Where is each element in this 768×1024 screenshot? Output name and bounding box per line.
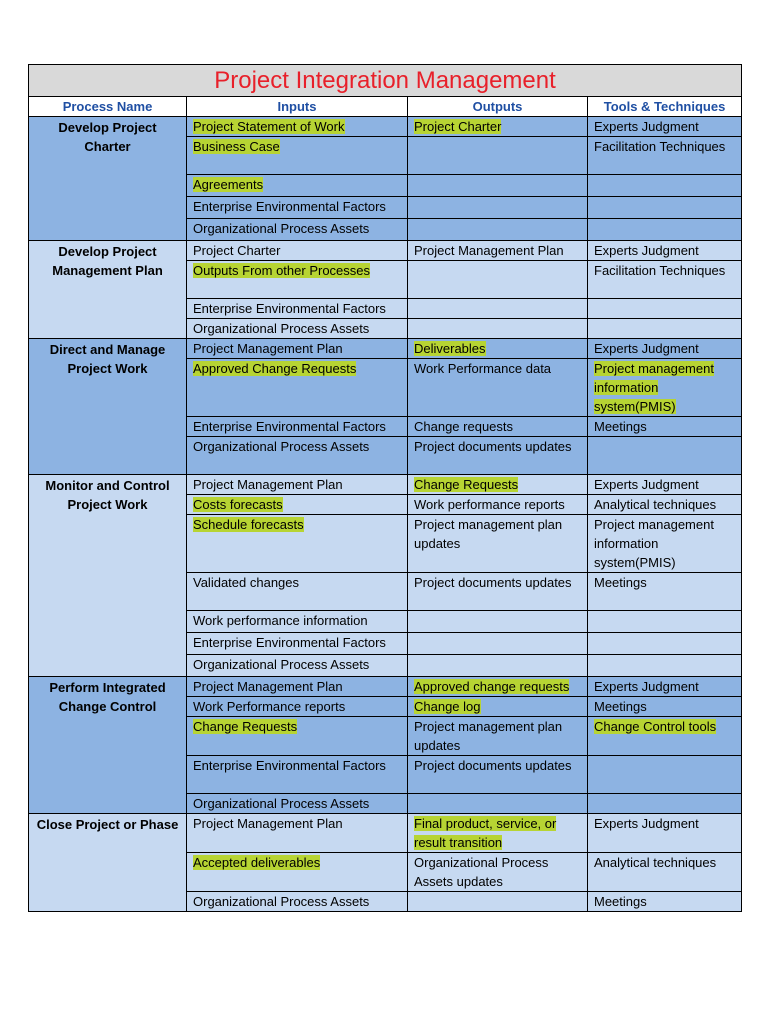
output-cell: [408, 853, 588, 892]
tool-cell-text: Analytical techniques: [594, 855, 717, 870]
output-cell: [408, 697, 588, 717]
output-cell-text: Project management plan updates: [414, 517, 563, 551]
tool-cell: [588, 437, 742, 475]
output-cell: [408, 633, 588, 655]
output-cell-text: Final product, service, or result transition: [414, 816, 557, 850]
input-cell: [187, 655, 408, 677]
input-cell-text: Costs forecasts: [193, 497, 283, 512]
tool-cell: [588, 611, 742, 633]
tool-cell: [588, 717, 742, 756]
input-cell-text: Organizational Process Assets: [193, 796, 370, 811]
output-cell: [408, 261, 588, 299]
process-name: Monitor and Control Project Work: [29, 475, 187, 677]
table-body: [29, 117, 742, 912]
output-cell: [408, 892, 588, 912]
tool-cell: [588, 175, 742, 197]
output-cell-text: Project documents updates: [414, 439, 572, 454]
output-cell-text: Organizational Process Assets updates: [414, 855, 549, 889]
tool-cell: [588, 892, 742, 912]
tool-cell-text: Experts Judgment: [594, 119, 699, 134]
input-cell: [187, 197, 408, 219]
header-inputs: Inputs: [187, 97, 408, 117]
tool-cell: [588, 697, 742, 717]
input-cell-text: Project Management Plan: [193, 341, 343, 356]
output-cell-text: Change log: [414, 699, 481, 714]
tool-cell: [588, 117, 742, 137]
output-cell: [408, 677, 588, 697]
input-cell: [187, 717, 408, 756]
input-cell: [187, 319, 408, 339]
input-cell: [187, 573, 408, 611]
output-cell: [408, 611, 588, 633]
tool-cell: [588, 756, 742, 794]
input-cell: [187, 677, 408, 697]
input-cell: [187, 697, 408, 717]
tool-cell-text: Meetings: [594, 419, 647, 434]
tool-cell-text: Experts Judgment: [594, 816, 699, 831]
tool-cell: [588, 319, 742, 339]
process-name: Develop Project Charter: [29, 117, 187, 241]
output-cell-text: Project documents updates: [414, 575, 572, 590]
output-cell: [408, 437, 588, 475]
table-row: [29, 117, 742, 137]
tool-cell-text: Meetings: [594, 894, 647, 909]
output-cell-text: Project documents updates: [414, 758, 572, 773]
table-row: [29, 677, 742, 697]
tool-cell: [588, 339, 742, 359]
output-cell: [408, 175, 588, 197]
output-cell: [408, 814, 588, 853]
process-name: Develop Project Management Plan: [29, 241, 187, 339]
input-cell: [187, 241, 408, 261]
input-cell-text: Validated changes: [193, 575, 300, 590]
input-cell: [187, 359, 408, 417]
tool-cell-text: Change Control tools: [594, 719, 717, 734]
table-row: [29, 241, 742, 261]
input-cell-text: Accepted deliverables: [193, 855, 321, 870]
input-cell-text: Work performance information: [193, 613, 368, 628]
input-cell-text: Project Management Plan: [193, 477, 343, 492]
tool-cell: [588, 495, 742, 515]
input-cell-text: Organizational Process Assets: [193, 657, 370, 672]
input-cell: [187, 495, 408, 515]
output-cell: [408, 319, 588, 339]
input-cell: [187, 794, 408, 814]
input-cell-text: Organizational Process Assets: [193, 439, 370, 454]
tool-cell-text: Facilitation Techniques: [594, 139, 726, 154]
input-cell: [187, 475, 408, 495]
input-cell-text: Project Charter: [193, 243, 281, 258]
input-cell-text: Enterprise Environmental Factors: [193, 199, 386, 214]
process-name: Perform Integrated Change Control: [29, 677, 187, 814]
output-cell: [408, 219, 588, 241]
tool-cell: [588, 655, 742, 677]
input-cell-text: Agreements: [193, 177, 264, 192]
tool-cell-text: Analytical techniques: [594, 497, 717, 512]
output-cell: [408, 197, 588, 219]
tool-cell: [588, 299, 742, 319]
output-cell: [408, 117, 588, 137]
tool-cell-text: Experts Judgment: [594, 243, 699, 258]
tool-cell-text: Meetings: [594, 575, 647, 590]
input-cell-text: Work Performance reports: [193, 699, 346, 714]
input-cell: [187, 219, 408, 241]
output-cell: [408, 359, 588, 417]
input-cell: [187, 515, 408, 573]
tool-cell-text: Project management information system(PMIS): [594, 361, 714, 414]
input-cell-text: Enterprise Environmental Factors: [193, 301, 386, 316]
tool-cell: [588, 633, 742, 655]
tool-cell: [588, 359, 742, 417]
output-cell: [408, 475, 588, 495]
input-cell: [187, 175, 408, 197]
input-cell: [187, 611, 408, 633]
header-process-name: Process Name: [29, 97, 187, 117]
input-cell: [187, 814, 408, 853]
output-cell-text: Work performance reports: [414, 497, 565, 512]
output-cell-text: Project Management Plan: [414, 243, 564, 258]
input-cell-text: Approved Change Requests: [193, 361, 357, 376]
table-row: [29, 814, 742, 853]
input-cell-text: Enterprise Environmental Factors: [193, 419, 386, 434]
input-cell: [187, 853, 408, 892]
output-cell: [408, 299, 588, 319]
input-cell-text: Organizational Process Assets: [193, 894, 370, 909]
tool-cell: [588, 677, 742, 697]
output-cell-text: Change Requests: [414, 477, 519, 492]
output-cell-text: Project management plan updates: [414, 719, 563, 753]
input-cell: [187, 261, 408, 299]
tool-cell: [588, 573, 742, 611]
output-cell: [408, 137, 588, 175]
tool-cell-text: Project management information system(PMIS): [594, 517, 714, 570]
tool-cell-text: Facilitation Techniques: [594, 263, 726, 278]
input-cell: [187, 633, 408, 655]
tool-cell: [588, 515, 742, 573]
tool-cell-text: Experts Judgment: [594, 341, 699, 356]
process-name: Close Project or Phase: [29, 814, 187, 912]
input-cell: [187, 756, 408, 794]
tool-cell-text: Experts Judgment: [594, 679, 699, 694]
output-cell: [408, 515, 588, 573]
output-cell: [408, 339, 588, 359]
output-cell: [408, 417, 588, 437]
input-cell-text: Enterprise Environmental Factors: [193, 635, 386, 650]
tool-cell: [588, 853, 742, 892]
input-cell: [187, 417, 408, 437]
input-cell: [187, 299, 408, 319]
tool-cell: [588, 794, 742, 814]
output-cell: [408, 794, 588, 814]
output-cell-text: Work Performance data: [414, 361, 552, 376]
output-cell-text: Approved change requests: [414, 679, 570, 694]
tool-cell: [588, 417, 742, 437]
tool-cell: [588, 814, 742, 853]
tool-cell: [588, 261, 742, 299]
table-row: [29, 339, 742, 359]
input-cell: [187, 437, 408, 475]
output-cell-text: Change requests: [414, 419, 514, 434]
output-cell: [408, 756, 588, 794]
input-cell-text: Project Management Plan: [193, 679, 343, 694]
input-cell-text: Project Statement of Work: [193, 119, 345, 134]
tool-cell-text: Meetings: [594, 699, 647, 714]
input-cell-text: Project Management Plan: [193, 816, 343, 831]
page-title: Project Integration Management: [29, 65, 742, 97]
input-cell-text: Schedule forecasts: [193, 517, 304, 532]
output-cell: [408, 655, 588, 677]
input-cell-text: Business Case: [193, 139, 280, 154]
header-outputs: Outputs: [408, 97, 588, 117]
output-cell-text: Project Charter: [414, 119, 502, 134]
input-cell: [187, 892, 408, 912]
output-cell: [408, 573, 588, 611]
input-cell-text: Enterprise Environmental Factors: [193, 758, 386, 773]
output-cell: [408, 495, 588, 515]
input-cell-text: Change Requests: [193, 719, 298, 734]
integration-management-table: [28, 64, 741, 912]
tool-cell: [588, 241, 742, 261]
tool-cell-text: Experts Judgment: [594, 477, 699, 492]
tool-cell: [588, 197, 742, 219]
output-cell: [408, 241, 588, 261]
process-name: Direct and Manage Project Work: [29, 339, 187, 475]
input-cell: [187, 117, 408, 137]
output-cell-text: Deliverables: [414, 341, 486, 356]
table-row: [29, 475, 742, 495]
tool-cell: [588, 219, 742, 241]
input-cell-text: Outputs From other Processes: [193, 263, 371, 278]
tool-cell: [588, 137, 742, 175]
input-cell-text: Organizational Process Assets: [193, 321, 370, 336]
header-tools-techniques: Tools & Techniques: [588, 97, 742, 117]
tool-cell: [588, 475, 742, 495]
input-cell-text: Organizational Process Assets: [193, 221, 370, 236]
input-cell: [187, 137, 408, 175]
input-cell: [187, 339, 408, 359]
output-cell: [408, 717, 588, 756]
